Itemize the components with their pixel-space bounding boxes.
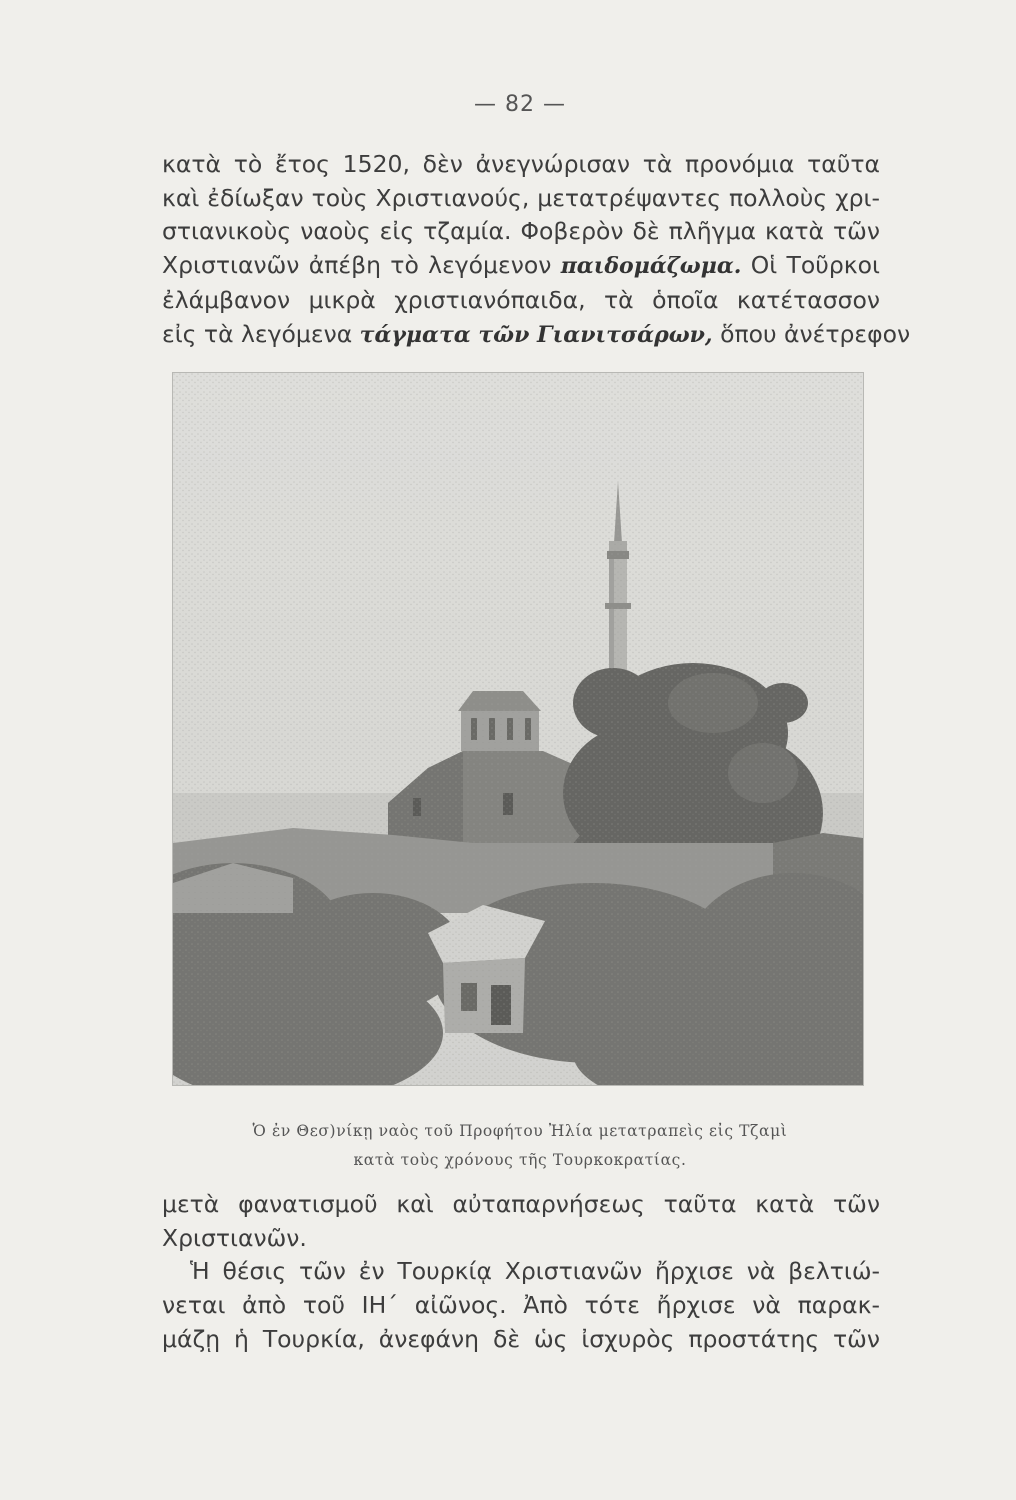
photo-caption-line-1: Ὁ ἐν Θεσ)νίκῃ ναὸς τοῦ Προφήτου Ἠλία μετατραπεὶς εἰς Τζαμὶ [252,1122,788,1140]
text-segment: Χριστιανῶν ἀπέβη τὸ λεγόμενον [162,251,561,280]
text-segment: ὅπου ἀνέτρεφον [712,319,911,348]
text-segment: Οἱ Τοῦρκοι [741,251,880,280]
text-line: μάζῃ ἡ Τουρκία, ἀνεφάνη δὲ ὡς ἰσχυρὸς προστάτης τῶν [162,1324,880,1353]
emphasized-term: παιδομάζωμα. [560,253,742,280]
text-line: Ἡ θέσις τῶν ἐν Τουρκίᾳ Χριστιανῶν ἤρχισε νὰ βελτιώ- [190,1257,880,1286]
bottom-paragraph [162,1188,880,1357]
page-number: — 82 — [474,92,566,117]
photo-illustration [173,373,863,1085]
text-line: ἐλάμβανον μικρὰ χριστιανόπαιδα, τὰ ὁποῖα κατέτασσον [162,285,880,314]
text-line: μετὰ φανατισμοῦ καὶ αὐταπαρνήσεως ταῦτα κατὰ τῶν [162,1190,880,1218]
text-line: κατὰ τὸ ἔτος 1520, δὲν ἀνεγνώρισαν τὰ προνόμια ταῦτα [162,150,880,178]
text-line: Χριστιανῶν. [162,1223,307,1252]
photo-caption-line-2: κατὰ τοὺς χρόνους τῆς Τουρκοκρατίας. [353,1151,687,1169]
mosque-with-minaret-photo [172,372,864,1086]
text-line: καὶ ἐδίωξαν τοὺς Χριστιανούς, μετατρέψαντες πολλοὺς χρι- [162,183,880,212]
emphasized-term: τάγματα τῶν Γιανιτσάρων, [359,321,713,348]
text-line: στιανικοὺς ναοὺς εἰς τζαμία. Φοβερὸν δὲ πλῆγμα κατὰ τῶν [162,217,880,246]
text-line [162,249,880,284]
text-line: νεται ἀπὸ τοῦ ΙΗ΄ αἰῶνος. Ἀπὸ τότε ἤρχισε νὰ παρακ- [162,1291,880,1320]
text-segment: εἰς τὰ λεγόμενα [162,319,360,348]
top-paragraph [162,148,911,352]
text-line [162,318,911,353]
